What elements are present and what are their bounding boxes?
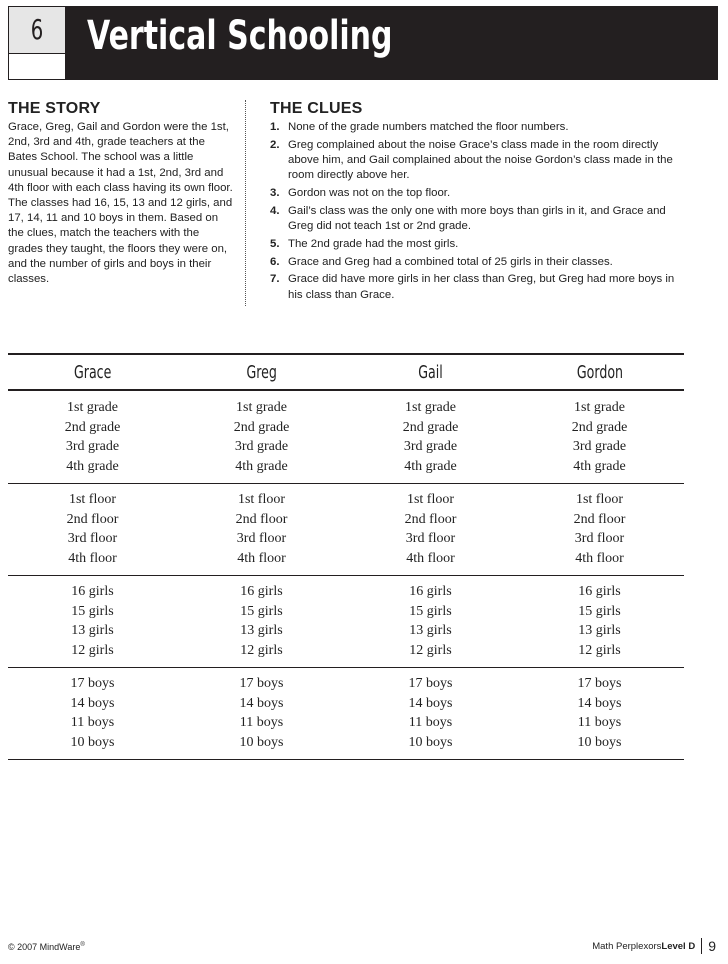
clue-item xyxy=(270,204,690,234)
page-number: 9 xyxy=(708,938,716,954)
option-cell[interactable]: 1st floor xyxy=(237,492,286,507)
clue-text: Greg complained about the noise Grace’s class made in the room directly above him, and Gail complained about the noise Gordon’s class made in the room directly above her. xyxy=(288,138,673,182)
option-cell[interactable]: 2nd floor xyxy=(66,511,119,527)
option-cell[interactable]: 4th floor xyxy=(237,550,286,566)
option-cell[interactable]: 2nd grade xyxy=(571,419,628,435)
copyright-text: © 2007 MindWare xyxy=(8,942,81,952)
option-column-greg xyxy=(177,582,346,660)
option-cell[interactable]: 4th grade xyxy=(573,458,626,474)
option-cell[interactable]: 13 girls xyxy=(240,623,283,638)
series-level: Level D xyxy=(661,940,696,952)
option-cell[interactable]: 4th grade xyxy=(66,458,119,474)
column-header-greg: Greg xyxy=(246,361,277,383)
option-cell[interactable]: 1st floor xyxy=(68,492,117,507)
option-cell[interactable]: 16 girls xyxy=(71,584,114,599)
option-cell[interactable]: 16 girls xyxy=(240,584,283,599)
puzzle-number-box xyxy=(9,7,66,54)
clue-number: 1. xyxy=(270,121,280,133)
clues-heading: THE CLUES xyxy=(270,100,363,117)
option-cell[interactable]: 14 boys xyxy=(577,695,622,711)
clue-text: Gail’s class was the only one with more boys than girls in it, and Grace and Greg did not teach 1st or 2nd grade. xyxy=(288,204,666,232)
option-cell[interactable]: 12 girls xyxy=(578,642,621,658)
option-cell[interactable]: 14 boys xyxy=(239,695,284,711)
option-cell[interactable]: 1st grade xyxy=(236,400,287,415)
option-cell[interactable]: 11 boys xyxy=(408,715,453,730)
option-cell[interactable]: 10 boys xyxy=(408,734,453,750)
option-column-gordon xyxy=(515,582,684,660)
option-cell[interactable]: 14 boys xyxy=(408,695,453,711)
option-cell[interactable]: 16 girls xyxy=(409,584,452,599)
option-cell[interactable]: 4th grade xyxy=(404,458,457,474)
clue-item xyxy=(270,237,690,252)
option-cell[interactable]: 1st grade xyxy=(405,400,456,415)
answer-table xyxy=(8,353,684,760)
option-cell[interactable]: 11 boys xyxy=(70,715,115,730)
option-cell[interactable]: 15 girls xyxy=(71,603,114,619)
clue-text: Grace and Greg had a combined total of 25 girls in their classes. xyxy=(288,255,613,268)
option-column-gordon xyxy=(515,398,684,476)
option-cell[interactable]: 12 girls xyxy=(409,642,452,658)
clue-number: 4. xyxy=(270,204,280,217)
clue-text: None of the grade numbers matched the floor numbers. xyxy=(288,121,569,133)
option-cell[interactable]: 3rd grade xyxy=(403,439,458,454)
option-column-grace xyxy=(8,674,177,752)
footer-copyright xyxy=(8,942,85,952)
section-divider xyxy=(245,100,246,306)
option-cell[interactable]: 12 girls xyxy=(71,642,114,658)
story-section xyxy=(8,100,236,287)
clue-item xyxy=(270,186,690,201)
option-column-gail xyxy=(346,490,515,568)
story-text: Grace, Greg, Gail and Gordon were the 1st, 2nd, 3rd and 4th, grade teachers at the Bates School. The school was a little unusual because it had a 1st, 2nd, 3rd and 4th floor with each class having its own floor. The classes had 16, 15, 13 and 12 girls, and 17, 14, 11 and 10 boys in them. Based on the clues, match the teachers with the grades they taught, the floors they were on, and the number of girls and boys in their classes. xyxy=(8,121,233,286)
option-column-grace xyxy=(8,490,177,568)
option-cell[interactable]: 13 girls xyxy=(578,623,621,638)
floor-group xyxy=(8,484,684,576)
clues-list xyxy=(270,120,690,303)
clue-number: 3. xyxy=(270,187,280,199)
column-header-grace: Grace xyxy=(73,361,112,383)
clues-section xyxy=(270,100,690,305)
option-column-greg xyxy=(177,490,346,568)
option-cell[interactable]: 4th grade xyxy=(235,458,288,474)
girls-group xyxy=(8,576,684,668)
page-title: Vertical Schooling xyxy=(87,13,393,59)
option-cell[interactable]: 4th floor xyxy=(68,550,117,566)
option-cell[interactable]: 12 girls xyxy=(240,642,283,658)
option-cell[interactable]: 17 boys xyxy=(239,676,284,691)
option-cell[interactable]: 14 boys xyxy=(70,695,115,711)
option-cell[interactable]: 17 boys xyxy=(70,676,115,691)
option-column-gordon xyxy=(515,674,684,752)
option-cell[interactable]: 1st floor xyxy=(406,492,455,507)
option-cell[interactable]: 10 boys xyxy=(577,734,622,750)
option-cell[interactable]: 15 girls xyxy=(409,603,452,619)
option-cell[interactable]: 3rd grade xyxy=(234,439,289,454)
column-header-gail: Gail xyxy=(418,361,443,383)
clue-number: 7. xyxy=(270,273,280,286)
option-cell[interactable]: 3rd floor xyxy=(405,531,456,546)
option-cell[interactable]: 10 boys xyxy=(239,734,284,750)
clue-item xyxy=(270,272,690,302)
option-cell[interactable]: 3rd grade xyxy=(65,439,120,454)
option-column-gail xyxy=(346,398,515,476)
option-cell[interactable]: 11 boys xyxy=(577,715,622,730)
grade-group xyxy=(8,391,684,484)
option-cell[interactable]: 10 boys xyxy=(70,734,115,750)
option-cell[interactable]: 1st floor xyxy=(575,492,624,507)
option-cell[interactable]: 2nd floor xyxy=(573,511,626,527)
option-cell[interactable]: 2nd grade xyxy=(402,419,459,435)
option-cell[interactable]: 2nd grade xyxy=(233,419,290,435)
option-cell[interactable]: 1st grade xyxy=(67,400,118,415)
option-cell[interactable]: 15 girls xyxy=(578,603,621,619)
option-cell[interactable]: 13 girls xyxy=(71,623,114,638)
option-cell[interactable]: 3rd floor xyxy=(574,531,625,546)
page-header xyxy=(8,6,718,80)
clue-item xyxy=(270,138,690,184)
clue-number: 6. xyxy=(270,255,280,268)
option-column-greg xyxy=(177,398,346,476)
option-cell[interactable]: 4th floor xyxy=(575,550,624,566)
option-cell[interactable]: 3rd grade xyxy=(572,439,627,454)
option-cell[interactable]: 2nd floor xyxy=(404,511,457,527)
column-header-gordon: Gordon xyxy=(576,361,623,383)
option-cell[interactable]: 17 boys xyxy=(577,676,622,691)
footer-page-info xyxy=(592,938,716,954)
option-cell[interactable]: 4th floor xyxy=(406,550,455,566)
option-cell[interactable]: 2nd floor xyxy=(235,511,288,527)
clue-number: 5. xyxy=(270,237,280,250)
option-cell[interactable]: 1st grade xyxy=(574,400,625,415)
option-cell[interactable]: 3rd floor xyxy=(236,531,287,546)
clue-item xyxy=(270,255,690,270)
option-cell[interactable]: 11 boys xyxy=(239,715,284,730)
clue-text: The 2nd grade had the most girls. xyxy=(288,237,459,250)
story-heading: THE STORY xyxy=(8,100,101,117)
option-cell[interactable]: 17 boys xyxy=(408,676,453,691)
option-cell[interactable]: 2nd grade xyxy=(64,419,121,435)
option-column-gail xyxy=(346,674,515,752)
option-column-gordon xyxy=(515,490,684,568)
option-cell[interactable]: 13 girls xyxy=(409,623,452,638)
registered-mark: ® xyxy=(80,942,85,948)
option-column-grace xyxy=(8,398,177,476)
header-white-strip xyxy=(9,54,65,79)
series-name: Math Perplexors xyxy=(592,940,662,952)
clue-text: Gordon was not on the top floor. xyxy=(288,187,451,199)
option-column-greg xyxy=(177,674,346,752)
option-column-grace xyxy=(8,582,177,660)
clue-number: 2. xyxy=(270,138,280,151)
clue-item xyxy=(270,120,690,135)
option-column-gail xyxy=(346,582,515,660)
clue-text: Grace did have more girls in her class than Greg, but Greg had more boys in his class than Grace. xyxy=(288,273,675,301)
option-cell[interactable]: 3rd floor xyxy=(67,531,118,546)
puzzle-number: 6 xyxy=(30,13,44,46)
table-body xyxy=(8,391,684,760)
footer-separator xyxy=(701,938,702,954)
option-cell[interactable]: 16 girls xyxy=(578,584,621,599)
boys-group xyxy=(8,668,684,760)
table-header-row xyxy=(8,353,684,391)
option-cell[interactable]: 15 girls xyxy=(240,603,283,619)
